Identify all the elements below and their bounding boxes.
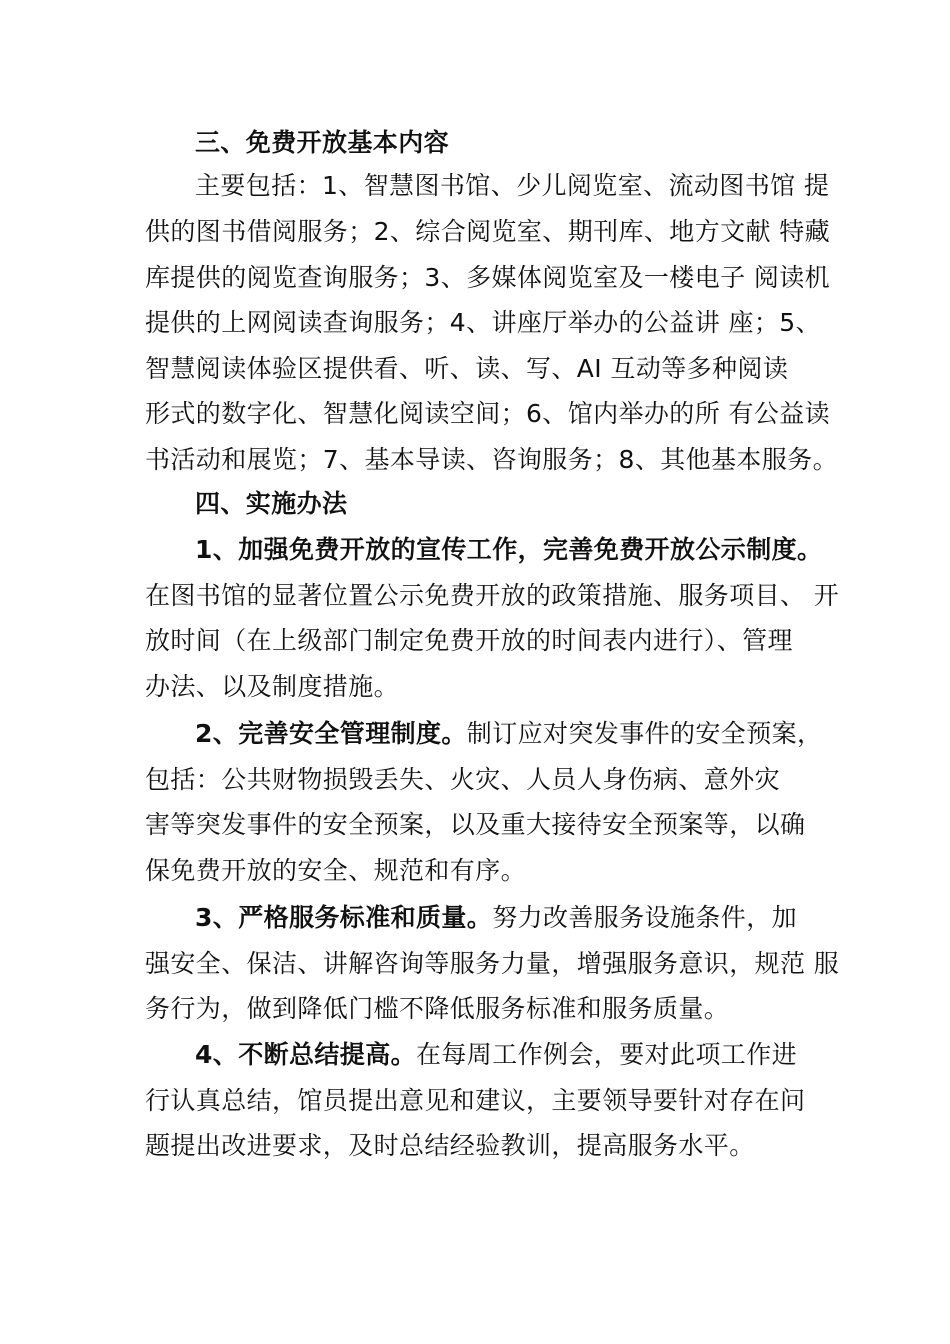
paragraph-line: 供的图书借阅服务；2、综合阅览室、期刊库、地方文献 特藏 [145, 217, 831, 246]
paragraph-line: 提供的上网阅读查询服务；4、讲座厅举办的公益讲 座；5、 [145, 308, 821, 337]
paragraph-line: 害等突发事件的安全预案，以及重大接待安全预案等，以确 [145, 810, 806, 839]
paragraph-line: 保免费开放的安全、规范和有序。 [145, 856, 527, 885]
paragraph-line: 智慧阅读体验区提供看、听、读、写、AI 互动等多种阅读 [145, 354, 789, 383]
item-title: 2、完善安全管理制度。 [195, 719, 467, 748]
item-first-line [195, 527, 835, 573]
paragraph-line: 包括：公共财物损毁丢失、火灾、人员人身伤病、意外灾 [145, 765, 781, 794]
item-first-line [195, 711, 835, 757]
paragraph-line: 办法、以及制度措施。 [145, 672, 400, 701]
paragraph-line: 放时间（在上级部门制定免费开放的时间表内进行）、管理 [145, 626, 793, 655]
item-first-line [195, 895, 835, 941]
paragraph-line: 题提出改进要求，及时总结经验教训，提高服务水平。 [145, 1131, 755, 1160]
item-title: 4、不断总结提高。 [195, 1040, 416, 1069]
item-first-line [195, 1032, 835, 1078]
item-text: 努力改善服务设施条件，加 [492, 903, 798, 932]
paragraph-line: 行认真总结，馆员提出意见和建议，主要领导要针对存在问 [145, 1086, 806, 1115]
item-title: 3、严格服务标准和质量。 [195, 903, 493, 932]
item-text: 制订应对突发事件的安全预案， [466, 719, 823, 748]
item-text: 在每周工作例会，要对此项工作进 [416, 1040, 798, 1069]
paragraph-line: 强安全、保洁、讲解咨询等服务力量，增强服务意识，规范 服 [145, 949, 840, 978]
section-heading: 四、实施办法 [195, 489, 348, 518]
section-heading: 三、免费开放基本内容 [195, 128, 450, 157]
paragraph-line: 形式的数字化、智慧化阅读空间；6、馆内举办的所 有公益读 [145, 399, 831, 428]
paragraph-line: 务行为，做到降低门槛不降低服务标准和服务质量。 [145, 994, 730, 1023]
paragraph-line: 在图书馆的显著位置公示免费开放的政策措施、服务项目、 开 [145, 581, 840, 610]
paragraph-line: 主要包括：1、智慧图书馆、少儿阅览室、流动图书馆 提 [195, 171, 830, 200]
paragraph-line: 书活动和展览；7、基本导读、咨询服务；8、其他基本服务。 [145, 445, 839, 474]
item-title: 1、加强免费开放的宣传工作，完善免费开放公示制度。 [195, 535, 823, 564]
paragraph-line: 库提供的阅览查询服务；3、多媒体阅览室及一楼电子 阅读机 [145, 263, 831, 292]
